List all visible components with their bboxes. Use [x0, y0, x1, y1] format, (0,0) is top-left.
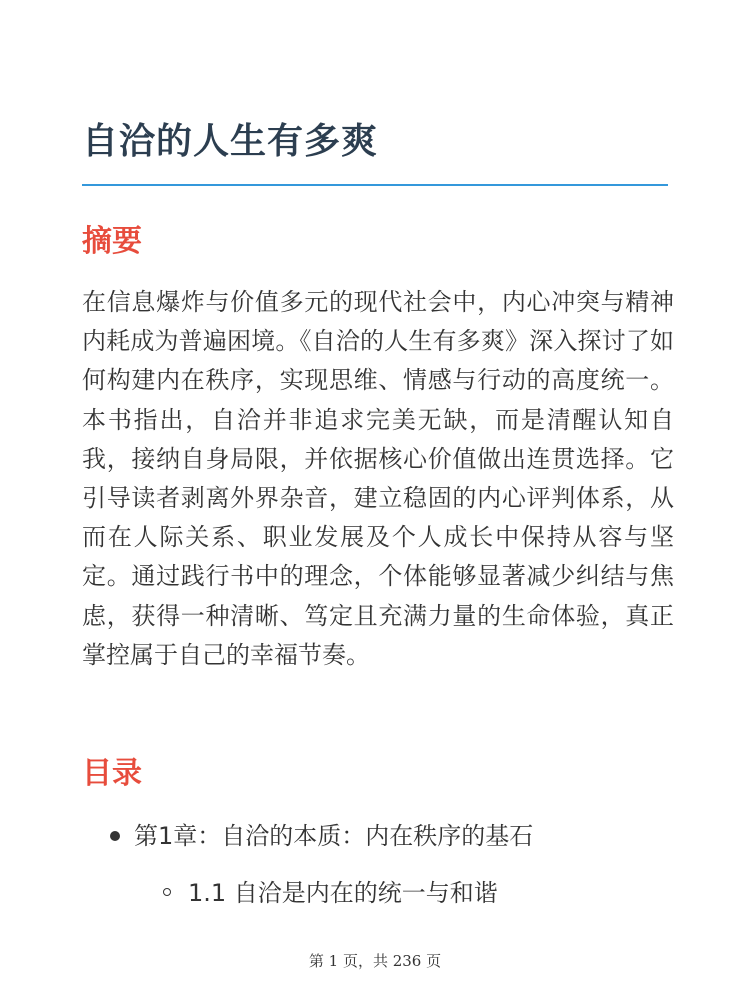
abstract-body: 在信息爆炸与价值多元的现代社会中，内心冲突与精神内耗成为普遍困境。《自洽的人生有多爽》深入探讨了如何构建内在秩序，实现思维、情感与行动的高度统一。本书指出，自洽并非追求完美无缺，而是清醒认知自我，接纳自身局限，并依据核心价值做出连贯选择。它引导读者剥离外界杂音，建立稳固的内心评判体系，从而在人际关系、职业发展及个人成长中保持从容与坚定。通过践行书中的理念，个体能够显著减少纠结与焦虑，获得一种清晰、笃定且充满力量的生命体验，真正掌控属于自己的幸福节奏。	[82, 288, 674, 669]
bullet-circle-icon	[163, 888, 171, 896]
toc-item-label: 第1章：自洽的本质：内在秩序的基石	[134, 822, 534, 850]
toc-heading: 目录	[82, 756, 142, 791]
title-divider	[82, 184, 668, 186]
abstract-heading: 摘要	[82, 224, 142, 259]
bullet-disc-icon	[110, 831, 120, 841]
page-number-footer: 第 1 页，共 236 页	[308, 952, 442, 970]
toc-item-label: 1.1 自洽是内在的统一与和谐	[188, 879, 498, 907]
document-title: 自洽的人生有多爽	[82, 121, 379, 162]
